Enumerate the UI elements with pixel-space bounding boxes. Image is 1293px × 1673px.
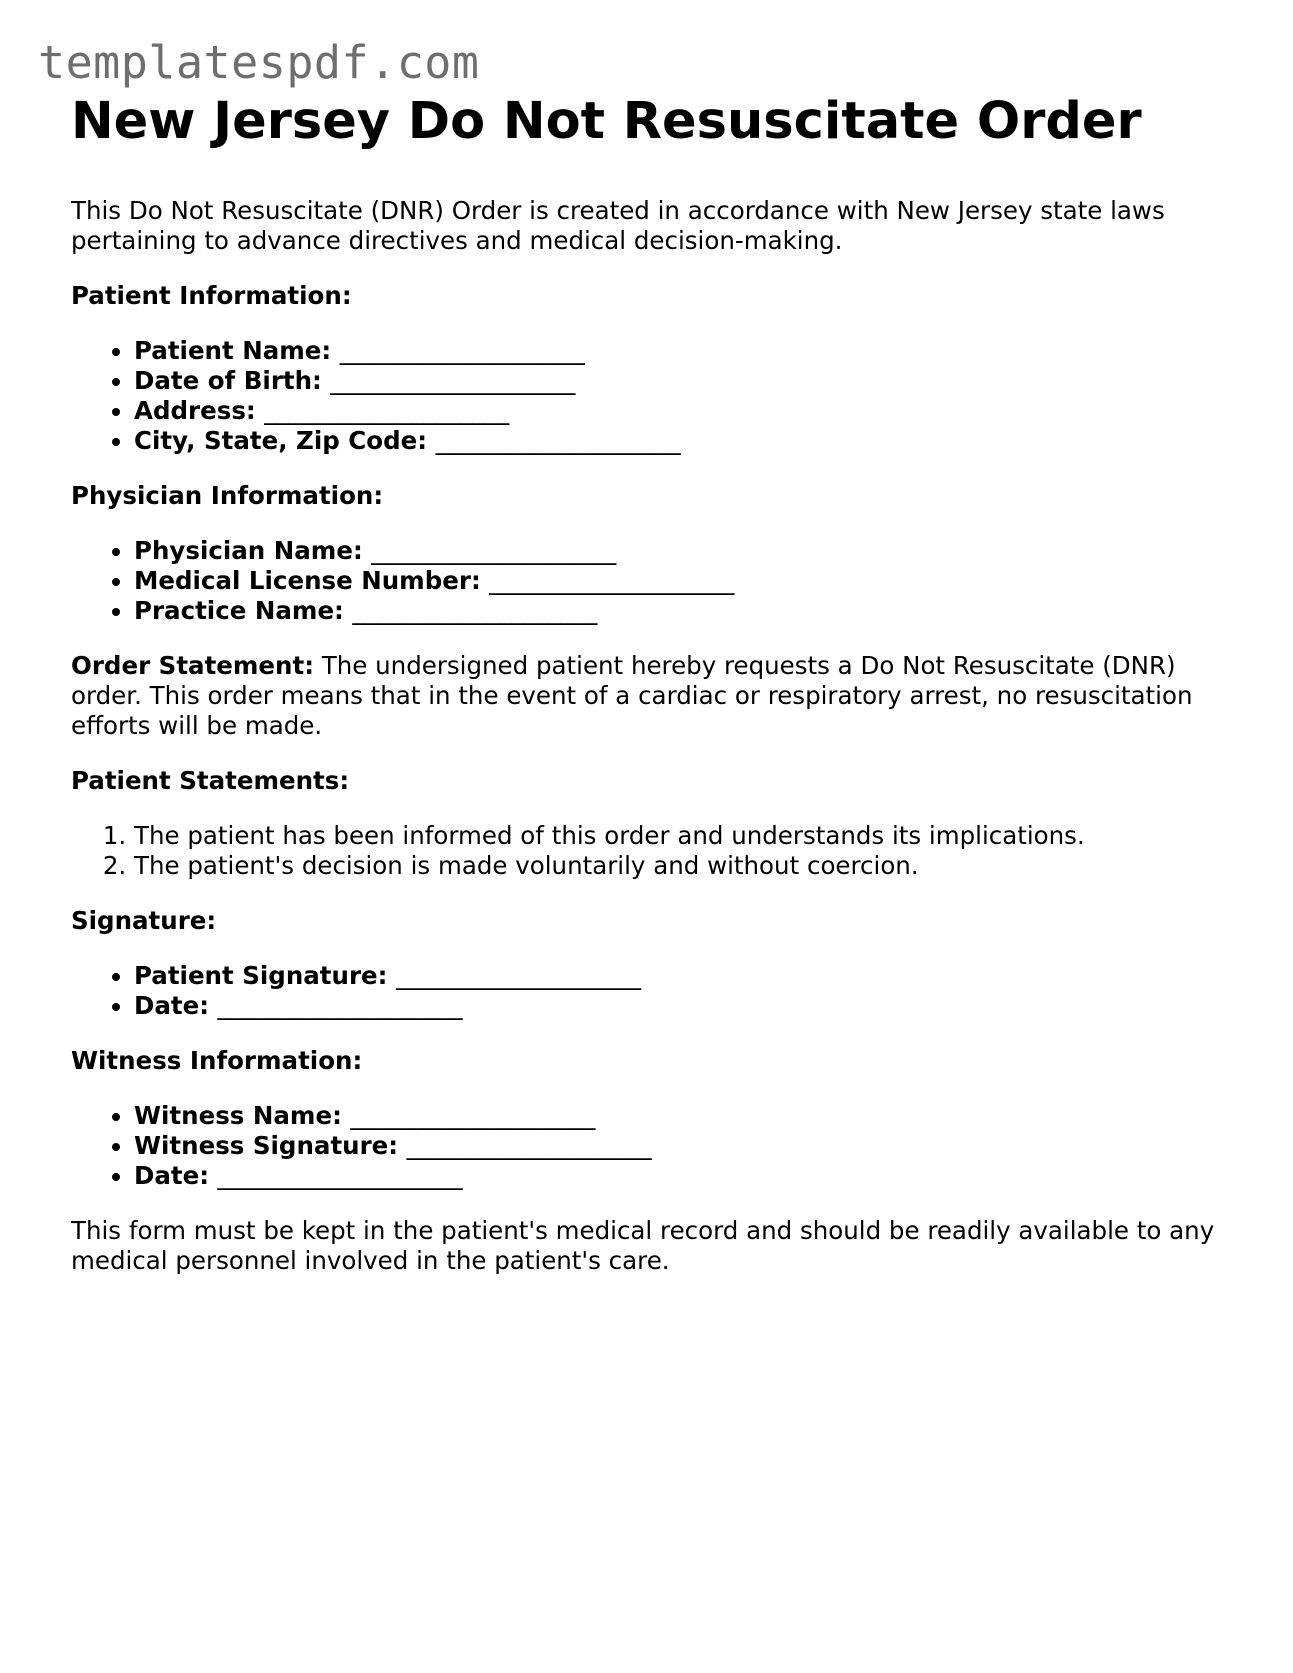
- witness-date-blank[interactable]: ____________________: [217, 1161, 463, 1190]
- physician-name-field: [134, 536, 1221, 566]
- signature-date-blank[interactable]: ____________________: [217, 991, 463, 1020]
- signature-list: [71, 961, 1221, 1021]
- city-state-zip-blank[interactable]: ____________________: [435, 426, 681, 455]
- field-label: Patient Name:: [134, 336, 332, 365]
- date-of-birth-field: [134, 366, 1221, 396]
- order-statement-paragraph: [71, 651, 1221, 741]
- field-label: Medical License Number:: [134, 566, 481, 595]
- order-statement-label: Order Statement:: [71, 651, 314, 680]
- field-label: City, State, Zip Code:: [134, 426, 428, 455]
- field-label: Witness Name:: [134, 1101, 342, 1130]
- witness-name-blank[interactable]: ____________________: [350, 1101, 596, 1130]
- patient-signature-blank[interactable]: ____________________: [395, 961, 641, 990]
- field-label: Date:: [134, 1161, 209, 1190]
- physician-info-list: [71, 536, 1221, 626]
- patient-signature-field: [134, 961, 1221, 991]
- list-item: 1. The patient has been informed of this order and understands its implications.: [134, 821, 1221, 851]
- field-label: Address:: [134, 396, 256, 425]
- field-label: Date:: [134, 991, 209, 1020]
- patient-name-field: [134, 336, 1221, 366]
- practice-name-blank[interactable]: ____________________: [352, 596, 598, 625]
- medical-license-field: [134, 566, 1221, 596]
- closing-paragraph: This form must be kept in the patient's medical record and should be readily available to any medical personnel involved in the patient's care.: [71, 1216, 1215, 1275]
- patient-name-blank[interactable]: ____________________: [339, 336, 585, 365]
- address-blank[interactable]: ____________________: [264, 396, 510, 425]
- physician-info-heading: Physician Information:: [71, 481, 384, 510]
- address-field: [134, 396, 1221, 426]
- witness-signature-blank[interactable]: ____________________: [406, 1131, 652, 1160]
- witness-date-field: [134, 1161, 1221, 1191]
- document-page: [71, 90, 1221, 1276]
- list-item: 2. The patient's decision is made voluntarily and without coercion.: [134, 851, 1221, 881]
- field-label: Witness Signature:: [134, 1131, 399, 1160]
- field-label: Practice Name:: [134, 596, 344, 625]
- order-statement-text: The undersigned patient hereby requests a Do Not Resuscitate (DNR) order. This order means that in the event of a cardiac or respiratory arrest, no resuscitation efforts will be made.: [71, 651, 1193, 740]
- witness-signature-field: [134, 1131, 1221, 1161]
- date-of-birth-blank[interactable]: ____________________: [330, 366, 576, 395]
- signature-heading: Signature:: [71, 906, 217, 935]
- physician-name-blank[interactable]: ____________________: [371, 536, 617, 565]
- document-title: New Jersey Do Not Resuscitate Order: [71, 92, 1142, 151]
- witness-info-list: [71, 1101, 1221, 1191]
- medical-license-blank[interactable]: ____________________: [489, 566, 735, 595]
- field-label: Physician Name:: [134, 536, 363, 565]
- field-label: Date of Birth:: [134, 366, 322, 395]
- patient-statements-list: [71, 821, 1221, 881]
- field-label: Patient Signature:: [134, 961, 388, 990]
- patient-info-list: [71, 336, 1221, 456]
- signature-date-field: [134, 991, 1221, 1021]
- city-state-zip-field: [134, 426, 1221, 456]
- patient-info-heading: Patient Information:: [71, 281, 352, 310]
- patient-statements-heading: Patient Statements:: [71, 766, 350, 795]
- intro-paragraph: This Do Not Resuscitate (DNR) Order is created in accordance with New Jersey state laws pertaining to advance directives and medical decision-making.: [71, 196, 1165, 255]
- watermark-text: templatespdf.com: [38, 36, 480, 89]
- witness-name-field: [134, 1101, 1221, 1131]
- witness-info-heading: Witness Information:: [71, 1046, 363, 1075]
- practice-name-field: [134, 596, 1221, 626]
